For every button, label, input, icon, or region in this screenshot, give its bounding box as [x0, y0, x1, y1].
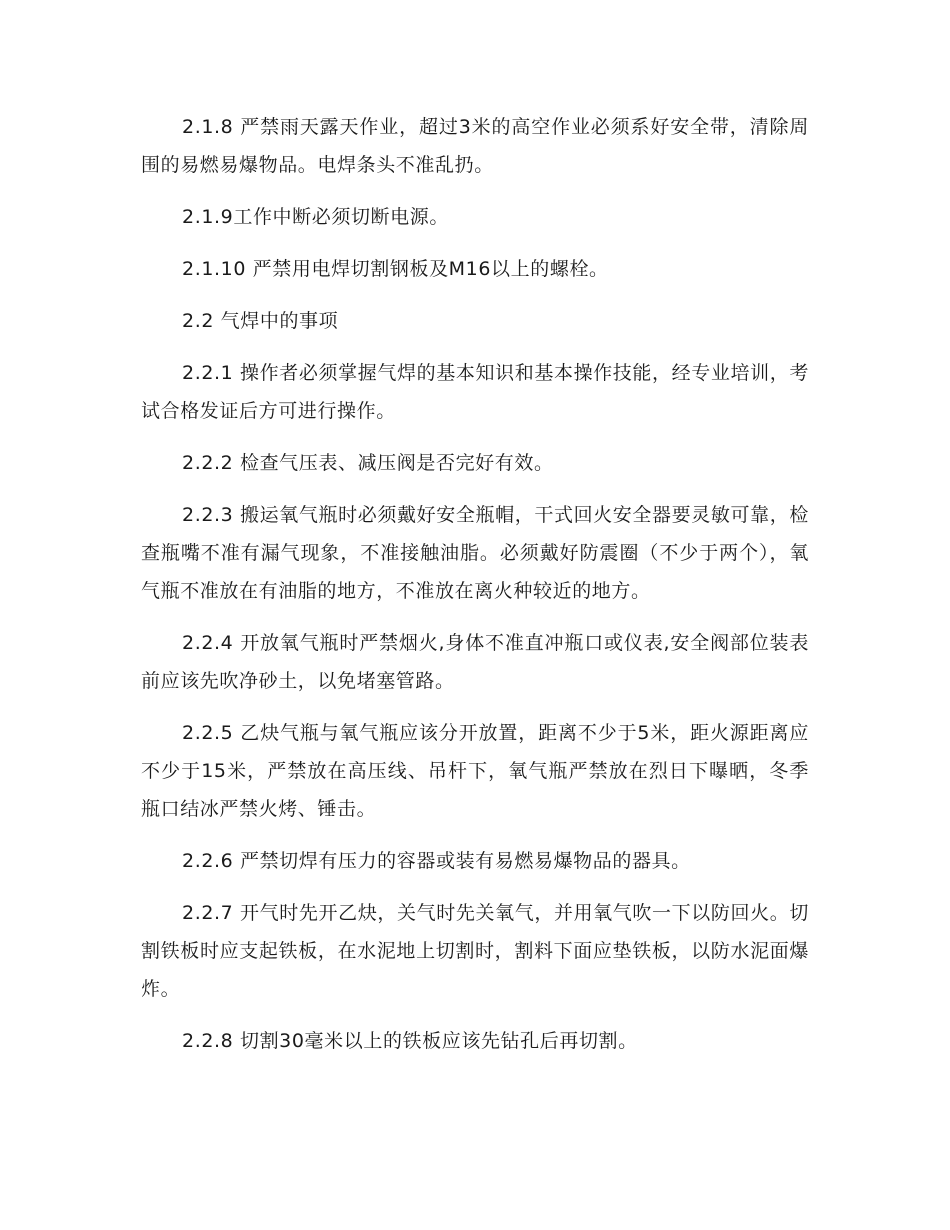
paragraph-2-2-3: 2.2.3 搬运氧气瓶时必须戴好安全瓶帽，干式回火安全器要灵敏可靠，检查瓶嘴不准有漏气现象，不准接触油脂。必须戴好防震圈（不少于两个），氧气瓶不准放在有油脂的地方，不准放在离火种较近的地方。	[141, 504, 809, 602]
paragraph-2-2-8: 2.2.8 切割30毫米以上的铁板应该先钻孔后再切割。	[182, 1030, 638, 1052]
paragraph-2-2-1: 2.2.1 操作者必须掌握气焊的基本知识和基本操作技能，经专业培训，考试合格发证后方可进行操作。	[141, 362, 809, 422]
paragraph-2-2-2: 2.2.2 检查气压表、减压阀是否完好有效。	[182, 452, 554, 474]
paragraph-2-2-4: 2.2.4 开放氧气瓶时严禁烟火,身体不准直冲瓶口或仪表,安全阀部位装表前应该先吹净砂土，以免堵塞管路。	[141, 632, 809, 692]
paragraph-2-1-9: 2.1.9工作中断必须切断电源。	[182, 206, 449, 228]
section-heading-2-2: 2.2 气焊中的事项	[182, 310, 339, 332]
paragraph-2-2-5: 2.2.5 乙炔气瓶与氧气瓶应该分开放置，距离不少于5米，距火源距离应不少于15米，严禁放在高压线、吊杆下，氧气瓶严禁放在烈日下曝晒，冬季瓶口结冰严禁火烤、锤击。	[141, 722, 809, 820]
document-body	[141, 108, 809, 1074]
paragraph-2-1-8: 2.1.8 严禁雨天露天作业，超过3米的高空作业必须系好安全带，清除周围的易燃易爆物品。电焊条头不准乱扔。	[141, 116, 809, 176]
paragraph-2-2-6: 2.2.6 严禁切焊有压力的容器或装有易燃易爆物品的器具。	[182, 850, 691, 872]
paragraph-2-1-10: 2.1.10 严禁用电焊切割钢板及M16以上的螺栓。	[182, 258, 609, 280]
paragraph-2-2-7: 2.2.7 开气时先开乙炔，关气时先关氧气，并用氧气吹一下以防回火。切割铁板时应支起铁板，在水泥地上切割时，割料下面应垫铁板，以防水泥面爆炸。	[141, 902, 809, 1000]
